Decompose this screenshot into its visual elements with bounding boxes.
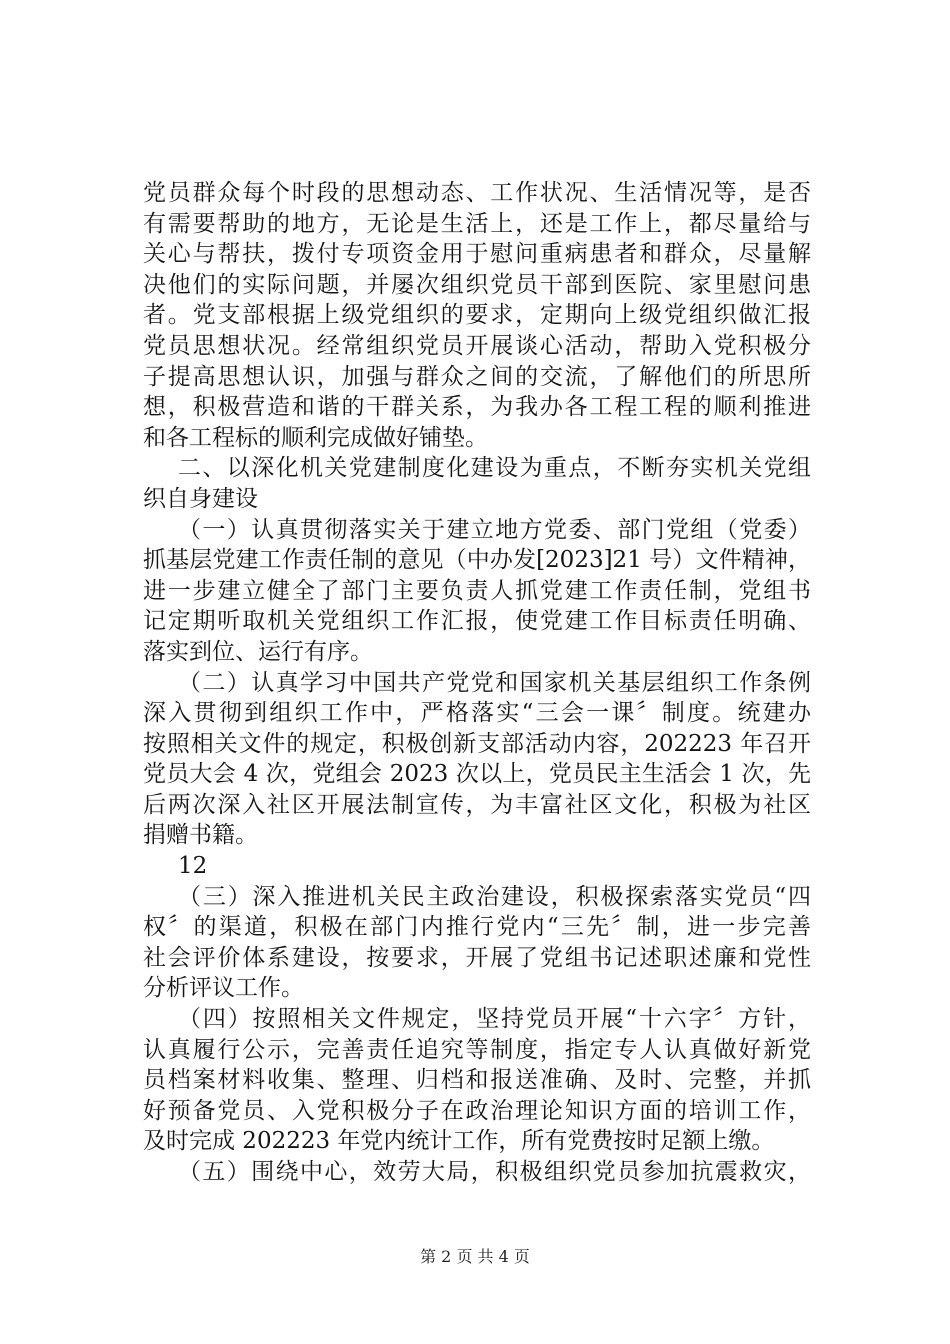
text-line: 认真履行公示，完善责任追究等制度，指定专人认真做好新党 [143, 1036, 811, 1063]
document-body [143, 178, 811, 1188]
paragraph [143, 668, 811, 852]
text-line: 决他们的实际问题，并屡次组织党员干部到医院、家里慰问患 [143, 271, 811, 298]
text-line: 深入贯彻到组织工作中，严格落实“三会一课〞制度。统建办 [143, 700, 811, 727]
paragraph [143, 453, 811, 514]
text-line: 织自身建设 [143, 485, 258, 512]
paragraph [143, 851, 811, 882]
text-line: 权〞的渠道，积极在部门内推行党内“三先〞制，进一步完善 [143, 914, 811, 941]
paragraph [143, 1004, 811, 1157]
text-line: 抓基层党建工作责任制的意见（中办发[2023]21 号）文件精神， [143, 547, 811, 574]
text-line: 者。党支部根据上级党组织的要求，定期向上级党组织做汇报 [143, 302, 811, 329]
text-line: 党员大会 4 次，党组会 2023 次以上，党员民主生活会 1 次，先 [143, 761, 811, 788]
text-line: 记定期听取机关党组织工作汇报，使党建工作目标责任明确、 [143, 608, 811, 635]
text-line: 12 [178, 853, 208, 880]
page-footer [0, 1244, 950, 1267]
text-line: 进一步建立健全了部门主要负责人抓党建工作责任制，党组书 [143, 577, 811, 604]
text-line: （五）围绕中心，效劳大局，积极组织党员参加抗震救灾， [178, 1159, 811, 1185]
paragraph [143, 1157, 811, 1188]
text-line: 党员思想状况。经常组织党员开展谈心活动，帮助入党积极分 [143, 332, 811, 359]
text-line: （一）认真贯彻落实关于建立地方党委、部门党组（党委） [178, 516, 811, 543]
text-line: 二、以深化机关党建制度化建设为重点，不断夯实机关党组 [178, 455, 811, 482]
text-line: 党员群众每个时段的思想动态、工作状况、生活情况等，是否 [143, 180, 811, 206]
text-line: 捐赠书籍。 [143, 822, 258, 849]
text-line: 关心与帮扶，拨付专项资金用于慰问重病患者和群众，尽量解 [143, 241, 811, 268]
text-line: 子提高思想认识，加强与群众之间的交流，了解他们的所思所 [143, 363, 811, 390]
text-line: 落实到位、运行有序。 [143, 638, 373, 665]
text-line: 及时完成 202223 年党内统计工作，所有党费按时足额上缴。 [143, 1128, 775, 1155]
text-line: 分析评议工作。 [143, 975, 304, 1002]
paragraph [143, 178, 811, 453]
text-line: 想，积极营造和谐的干群关系，为我办各工程工程的顺利推进 [143, 394, 811, 421]
text-line: 后两次深入社区开展法制宣传，为丰富社区文化，积极为社区 [143, 791, 811, 818]
text-line: 按照相关文件的规定，积极创新支部活动内容，202223 年召开 [143, 730, 811, 757]
text-line: 员档案材料收集、整理、归档和报送准确、及时、完整，并抓 [143, 1067, 811, 1094]
page-number-label: 第 2 页 共 4 页 [420, 1247, 530, 1266]
text-line: 和各工程标的顺利完成做好铺垫。 [143, 424, 488, 451]
text-line: （二）认真学习中国共产党党和国家机关基层组织工作条例 [178, 669, 811, 696]
text-line: 社会评价体系建设，按要求，开展了党组书记述职述廉和党性 [143, 944, 811, 971]
paragraph [143, 882, 811, 1004]
paragraph [143, 515, 811, 668]
text-line: 有需要帮助的地方，无论是生活上，还是工作上，都尽量给与 [143, 210, 811, 237]
text-line: 好预备党员、入党积极分子在政治理论知识方面的培训工作， [143, 1097, 811, 1124]
text-line: （四）按照相关文件规定，坚持党员开展“十六字〞方针， [178, 1006, 811, 1033]
text-line: （三）深入推进机关民主政治建设，积极探索落实党员“四 [178, 883, 811, 910]
